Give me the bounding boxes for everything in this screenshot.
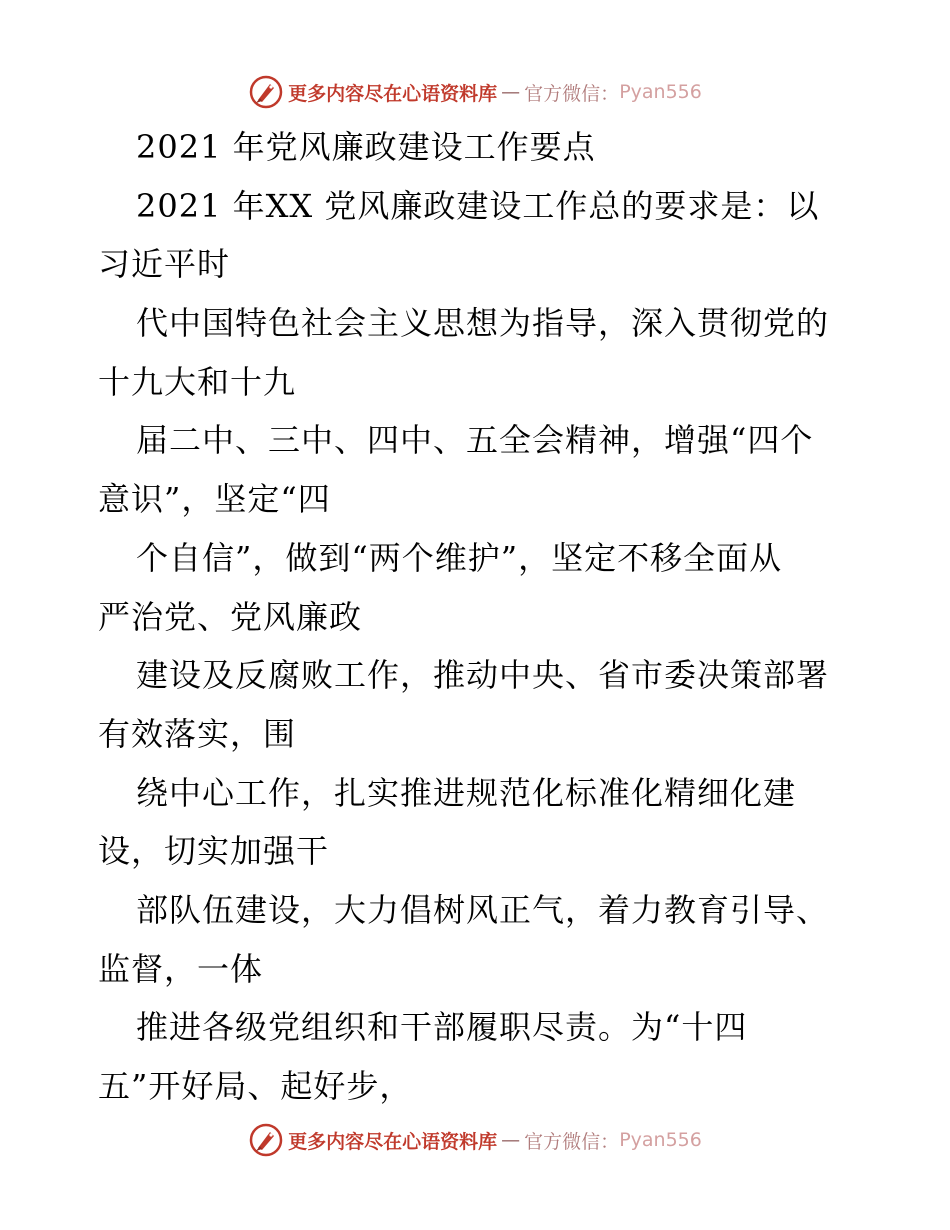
document-body [98,118,858,1116]
text-line: 十九大和十九 [98,362,297,401]
footer-banner [0,1118,950,1162]
footer-dash: — [501,1129,521,1151]
text-line: 2021 年XX 党风廉政建设工作总的要求是：以 [136,186,820,225]
text-line: 监督，一体 [98,949,264,988]
header-wechat-id: Pyan556 [619,81,702,103]
text-line: 设，切实加强干 [98,832,330,871]
text-line: 建设及反腐败工作，推动中央、省市委决策部署 [136,656,830,695]
text-line: 习近平时 [98,245,231,284]
text-line: 部队伍建设，大力倡树风正气，着力教育引导、 [136,890,830,929]
text-line: 个自信”，做到“两个维护”，坚定不移全面从 [136,538,783,577]
header-slogan: 更多内容尽在心语资料库 [288,82,498,105]
text-line: 意识”，坚定“四 [98,480,331,519]
pen-nib-logo-icon [248,1122,284,1158]
text-line: 届二中、三中、四中、五全会精神，增强“四个 [136,421,814,460]
text-line: 代中国特色社会主义思想为指导，深入贯彻党的 [136,304,830,343]
pen-nib-logo-icon [248,74,284,110]
text-line: 推进各级党组织和干部履职尽责。为“十四 [136,1008,748,1047]
text-line: 严治党、党风廉政 [98,597,363,636]
footer-wechat-id: Pyan556 [619,1129,702,1151]
text-line: 绕中心工作，扎实推进规范化标准化精细化建 [136,773,797,812]
header-wechat-label: 官方微信： [524,82,620,105]
footer-slogan: 更多内容尽在心语资料库 [288,1130,498,1153]
text-line: 2021 年党风廉政建设工作要点 [136,128,596,166]
text-line: 有效落实，围 [98,714,297,753]
header-dash: — [501,81,521,103]
header-banner [0,70,950,114]
text-line: 五”开好局、起好步， [98,1067,413,1105]
footer-wechat-label: 官方微信： [524,1130,620,1153]
